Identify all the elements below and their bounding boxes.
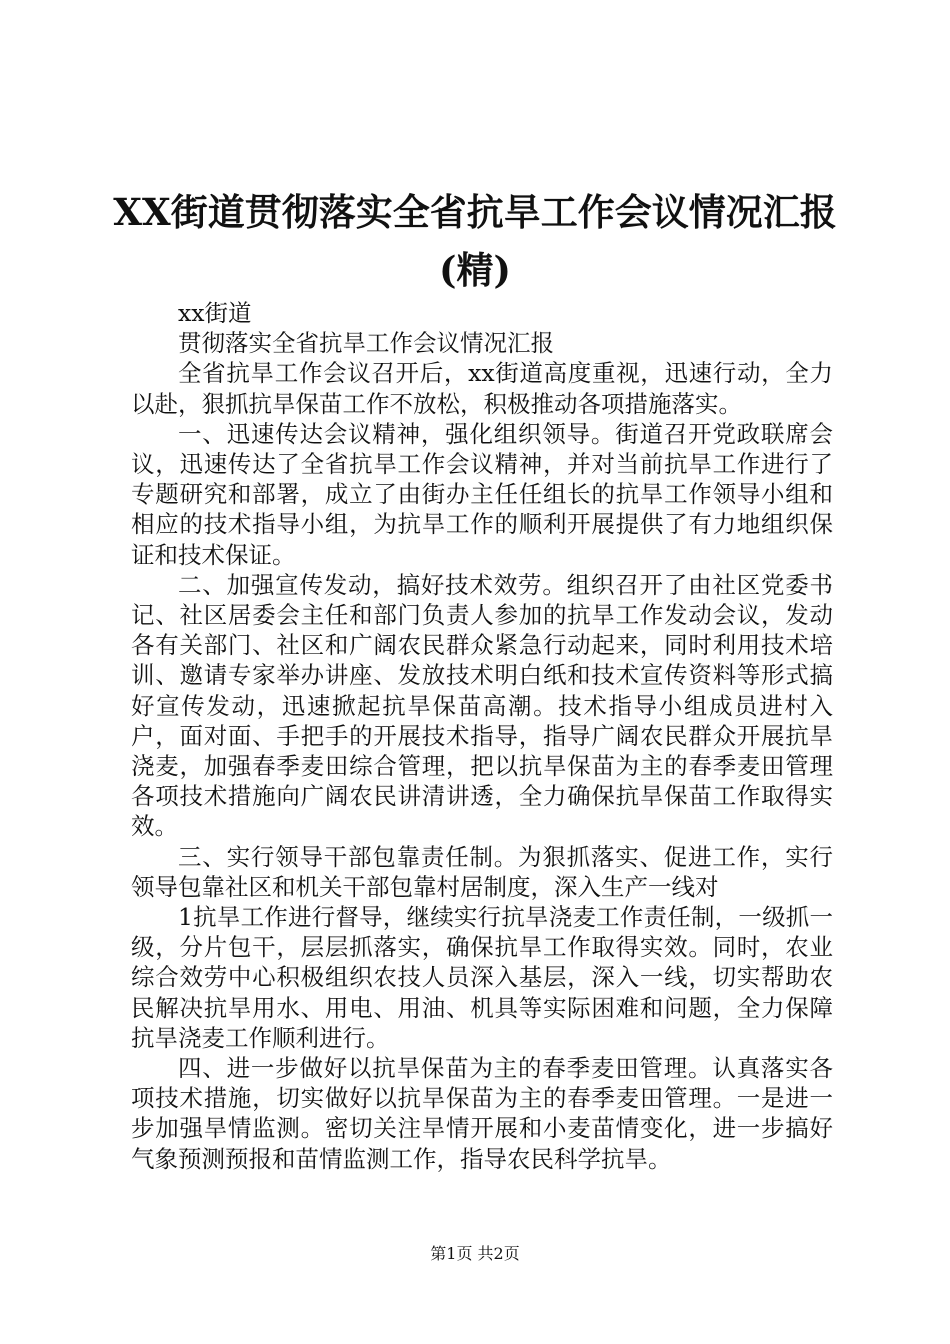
page-number-footer: 第1页 共2页: [430, 1244, 520, 1263]
paragraph-intro: 全省抗旱工作会议召开后，xx街道高度重视，迅速行动，全力以赴，狠抓抗旱保苗工作不放松，积极推动各项措施落实。: [131, 359, 833, 418]
paragraph-subtitle: 贯彻落实全省抗旱工作会议情况汇报: [178, 329, 554, 358]
document-body: [131, 298, 833, 1174]
paragraph-section-3: 三、实行领导干部包靠责任制。为狠抓落实、促进工作，实行领导包靠社区和机关干部包靠村居制度，深入生产一线对: [131, 842, 833, 901]
paragraph-sender: xx街道: [178, 299, 252, 327]
title-line-1: XX街道贯彻落实全省抗旱工作会议情况汇报: [113, 190, 837, 234]
document-title: [110, 183, 840, 299]
paragraph-section-3-continued: 1抗旱工作进行督导，继续实行抗旱浇麦工作责任制，一级抓一级，分片包干，层层抓落实，确保抗旱工作取得实效。同时，农业综合效劳中心积极组织农技人员深入基层，深入一线，切实帮助农民解决抗旱用水、用电、用油、机具等实际困难和问题，全力保障抗旱浇麦工作顺利进行。: [131, 903, 833, 1052]
title-line-2: (精): [438, 248, 511, 292]
paragraph-section-2: 二、加强宣传发动，搞好技术效劳。组织召开了由社区党委书记、社区居委会主任和部门负责人参加的抗旱工作发动会议，发动各有关部门、社区和广阔农民群众紧急行动起来，同时利用技术培训、邀请专家举办讲座、发放技术明白纸和技术宣传资料等形式搞好宣传发动，迅速掀起抗旱保苗高潮。技术指导小组成员进村入户，面对面、手把手的开展技术指导，指导广阔农民群众开展抗旱浇麦，加强春季麦田综合管理，把以抗旱保苗为主的春季麦田管理各项技术措施向广阔农民讲清讲透，全力确保抗旱保苗工作取得实效。: [131, 570, 833, 841]
paragraph-section-1: 一、迅速传达会议精神，强化组织领导。街道召开党政联席会议，迅速传达了全省抗旱工作会议精神，并对当前抗旱工作进行了专题研究和部署，成立了由街办主任任组长的抗旱工作领导小组和相应的技术指导小组，为抗旱工作的顺利开展提供了有力地组织保证和技术保证。: [131, 419, 833, 569]
paragraph-section-4: 四、进一步做好以抗旱保苗为主的春季麦田管理。认真落实各项技术措施，切实做好以抗旱保苗为主的春季麦田管理。一是进一步加强旱情监测。密切关注旱情开展和小麦苗情变化，进一步搞好气象预测预报和苗情监测工作，指导农民科学抗旱。: [131, 1054, 833, 1173]
